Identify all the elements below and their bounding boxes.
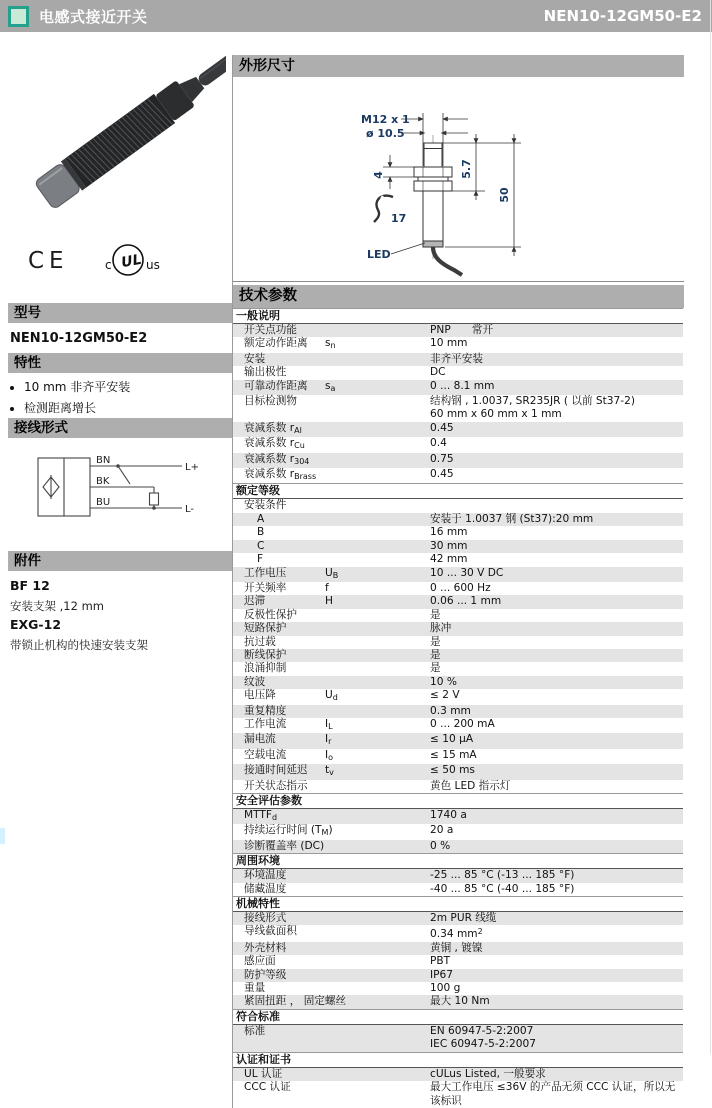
spec-row <box>233 824 683 839</box>
spec-symbol: $t_v$ <box>325 764 334 778</box>
section-header-features: 特性 <box>8 353 232 373</box>
spec-label: 诊断覆盖率 (DC) <box>244 839 325 852</box>
spec-label: 额定动作距离 <box>244 337 308 350</box>
spec-label: 可靠动作距离 <box>244 379 308 392</box>
wire-label-bn: BN <box>96 455 111 466</box>
spec-value: cULus Listed, 一般要求 <box>430 1067 546 1080</box>
spec-row <box>233 869 683 882</box>
spec-value: 0.45 <box>430 421 454 434</box>
culus-mark-icon <box>105 245 160 275</box>
spec-row <box>233 636 683 649</box>
spec-value: 最大 10 Nm <box>430 995 490 1008</box>
spec-value: 10 mm <box>430 337 468 350</box>
wiring-diagram <box>30 446 200 545</box>
page-header <box>0 0 712 32</box>
spec-label: 衰减系数 $r_{Brass}$ <box>244 468 317 482</box>
spec-label: 开关点功能 <box>244 324 297 336</box>
spec-row <box>233 453 683 468</box>
dim-nut-label: 4 <box>372 171 385 179</box>
ce-mark-icon: CE <box>28 248 69 274</box>
spec-section-header: 机械特性 <box>233 896 683 912</box>
spec-value: 0.45 <box>430 468 454 481</box>
spec-value: 30 mm <box>430 539 468 552</box>
section-header-specs: 技术参数 <box>233 285 684 308</box>
spec-value: 0.3 mm <box>430 704 471 717</box>
dim-head-label: 5.7 <box>460 159 473 179</box>
spec-section-header: 符合标准 <box>233 1009 683 1025</box>
spec-label: 重复精度 <box>244 704 287 717</box>
spec-row <box>233 1081 683 1108</box>
wire-label-bu: BU <box>96 497 111 508</box>
spec-row <box>233 324 683 337</box>
spec-value: PNP 常开 <box>430 324 494 336</box>
section-header-connection: 接线形式 <box>8 418 232 438</box>
spec-row <box>233 567 683 582</box>
spec-value: 是 <box>430 662 441 675</box>
spec-label: $MTTF_d$ <box>244 809 278 822</box>
dim-length-label: 50 <box>498 187 511 203</box>
spec-label: 外壳材料 <box>244 941 287 954</box>
spec-row <box>233 676 683 689</box>
spec-value: 脉冲 <box>430 622 452 635</box>
spec-value: -40 ... 85 °C (-40 ... 185 °F) <box>430 882 575 895</box>
section-header-accessories: 附件 <box>8 551 232 571</box>
spec-value: 是 <box>430 648 441 661</box>
spec-value: DC <box>430 366 446 379</box>
spec-row <box>233 749 683 764</box>
spec-value: 0.4 <box>430 437 447 450</box>
spec-row <box>233 513 683 526</box>
spec-row <box>233 1025 683 1052</box>
spec-section-header: 认证和证书 <box>233 1052 683 1068</box>
spec-row <box>233 942 683 955</box>
spec-row <box>233 422 683 437</box>
spec-symbol: $U_B$ <box>325 566 339 580</box>
spec-row <box>233 437 683 452</box>
spec-symbol: $s_n$ <box>325 337 336 351</box>
page-right-border <box>710 0 711 1054</box>
spec-symbol: $I_L$ <box>325 717 333 731</box>
spec-label: 持续运行时间 $(T_M)$ <box>244 824 333 838</box>
svg-text:us: us <box>146 258 160 272</box>
feature-item: • 10 mm 非齐平安装 <box>24 378 130 395</box>
spec-label: 输出极性 <box>244 366 287 379</box>
spec-row <box>233 337 683 352</box>
accessory-name: BF 12 <box>10 578 50 593</box>
spec-row <box>233 649 683 662</box>
spec-value: ≤ 10 μA <box>430 733 474 746</box>
spec-row <box>233 582 683 595</box>
spec-label: 抗过载 <box>244 635 276 648</box>
spec-row <box>233 995 683 1008</box>
dim-thread-label: M12 x 1 <box>361 113 410 126</box>
svg-text:c: c <box>105 258 112 272</box>
spec-label: 工作电压 <box>244 566 287 579</box>
spec-symbol: f <box>325 581 329 594</box>
spec-symbol: $I_o$ <box>325 748 334 762</box>
spec-label: 衰减系数 $r_{Cu}$ <box>244 437 305 451</box>
spec-symbol: $I_r$ <box>325 733 332 747</box>
spec-label: 防护等级 <box>244 968 287 981</box>
spec-label: 断线保护 <box>244 648 287 661</box>
spec-value: 是 <box>430 635 441 648</box>
spec-row <box>233 912 683 925</box>
spec-value: 42 mm <box>430 553 468 566</box>
spec-row <box>233 982 683 995</box>
spec-row <box>233 925 683 941</box>
spec-row <box>233 883 683 896</box>
certification-marks <box>8 236 226 280</box>
spec-value: 10 ... 30 V DC <box>430 566 504 579</box>
spec-label: 储藏温度 <box>244 882 287 895</box>
spec-value: 黄铜 , 镀镍 <box>430 941 483 954</box>
spec-label: 环境温度 <box>244 869 287 882</box>
spec-value: 非齐平安装 <box>430 352 483 365</box>
spec-symbol: $s_a$ <box>325 379 336 393</box>
spec-value: EN 60947-5-2:2007 IEC 60947-5-2:2007 <box>430 1024 536 1051</box>
spec-row <box>233 540 683 553</box>
right-column <box>232 55 684 1108</box>
dim-wrench-label: 17 <box>391 212 407 225</box>
spec-label: 电压降 <box>244 689 276 702</box>
wire-label-bk: BK <box>96 476 110 487</box>
spec-row <box>233 718 683 733</box>
spec-label: 迟滞 <box>244 595 266 608</box>
spec-row <box>233 705 683 718</box>
spec-row <box>233 840 683 853</box>
spec-label: 短路保护 <box>244 622 287 635</box>
brand-icon <box>8 6 29 27</box>
spec-row <box>233 366 683 379</box>
page-edge-artifact <box>0 828 5 844</box>
spec-value: 是 <box>430 608 441 621</box>
spec-label: UL 认证 <box>244 1067 283 1080</box>
spec-section-header: 额定等级 <box>233 483 683 499</box>
spec-value: IP67 <box>430 968 453 981</box>
spec-label: 开关频率 <box>244 581 287 594</box>
spec-value: 16 mm <box>430 526 468 539</box>
spec-value: 0 ... 200 mA <box>430 717 495 730</box>
product-photo <box>8 38 226 236</box>
spec-label: B <box>257 526 265 539</box>
spec-row <box>233 595 683 608</box>
spec-row <box>233 609 683 622</box>
spec-value: PBT <box>430 955 451 968</box>
spec-value: 黄色 LED 指示灯 <box>430 779 511 792</box>
spec-label: 安装 <box>244 352 266 365</box>
spec-value: 100 g <box>430 982 461 995</box>
section-header-model: 型号 <box>8 303 232 323</box>
spec-label: 空载电流 <box>244 748 287 761</box>
spec-label: 反极性保护 <box>244 608 297 621</box>
led-label: LED <box>367 248 391 261</box>
spec-value: 0.75 <box>430 452 454 465</box>
spec-value: ≤ 15 mA <box>430 748 477 761</box>
spec-value: -25 ... 85 °C (-13 ... 185 °F) <box>430 869 575 882</box>
spec-row <box>233 780 683 793</box>
spec-value: ≤ 50 ms <box>430 764 475 777</box>
specs-table <box>233 308 683 1108</box>
spec-section-header: 周围环境 <box>233 853 683 869</box>
spec-label: 漏电流 <box>244 733 276 746</box>
spec-row <box>233 689 683 704</box>
spec-label: 重量 <box>244 982 266 995</box>
spec-label: 接线形式 <box>244 912 287 925</box>
wire-label-lminus: L- <box>185 504 195 515</box>
spec-value: 20 a <box>430 824 454 837</box>
spec-value: 安装于 1.0037 钢 (St37):20 mm <box>430 512 594 525</box>
spec-value: ≤ 2 V <box>430 689 460 702</box>
spec-value: 最大工作电压 ≤36V 的产品无须 CCC 认证，所以无该标识 <box>430 1081 676 1107</box>
spec-row <box>233 622 683 635</box>
spec-row <box>233 380 683 395</box>
accessory-name: EXG-12 <box>10 617 62 632</box>
wire-label-lplus: L+ <box>185 462 199 473</box>
spec-row <box>233 395 683 422</box>
header-model-number: NEN10-12GM50-E2 <box>543 7 702 25</box>
spec-label: 纹波 <box>244 675 266 688</box>
spec-section-header: 安全评估参数 <box>233 793 683 809</box>
accessory-desc: 带锁止机构的快速安装支架 <box>10 638 148 652</box>
dim-diameter-label: ø 10.5 <box>366 127 405 140</box>
spec-label: A <box>257 512 265 525</box>
spec-value: 0 ... 600 Hz <box>430 581 491 594</box>
spec-label: 衰减系数 $r_{Al}$ <box>244 421 302 435</box>
spec-label: C <box>257 539 265 552</box>
spec-label: 感应面 <box>244 955 276 968</box>
spec-label: 衰减系数 $r_{304}$ <box>244 452 310 466</box>
spec-label: F <box>257 553 264 566</box>
spec-row <box>233 468 683 483</box>
spec-row <box>233 969 683 982</box>
model-number: NEN10-12GM50-E2 <box>10 331 148 346</box>
page-title: 电感式接近开关 <box>39 7 148 26</box>
spec-value: 2m PUR 线缆 <box>430 912 497 925</box>
spec-label: 导线截面积 <box>244 925 297 938</box>
spec-label: 浪涌抑制 <box>244 662 287 675</box>
spec-label: 开关状态指示 <box>244 779 308 792</box>
feature-item: • 检测距离增长 <box>24 399 130 416</box>
spec-row <box>233 764 683 779</box>
spec-label: CCC 认证 <box>244 1081 291 1094</box>
spec-section-header: 一般说明 <box>233 308 683 324</box>
spec-row <box>233 662 683 675</box>
svg-text:UL: UL <box>120 251 143 272</box>
spec-value: 10 % <box>430 675 457 688</box>
spec-label: 目标检测物 <box>244 395 297 408</box>
spec-symbol: $U_d$ <box>325 689 338 703</box>
spec-row <box>233 733 683 748</box>
spec-value: 结构钢 , 1.0037, SR235JR ( 以前 St37-2) 60 mm x 60 mm x 1 mm <box>430 395 635 421</box>
spec-value: 1740 a <box>430 809 467 821</box>
spec-row <box>233 526 683 539</box>
spec-label: 接通时间延迟 <box>244 764 308 777</box>
spec-value: 0.06 ... 1 mm <box>430 595 502 608</box>
spec-label: 紧固扭距 ， 固定螺丝 <box>244 995 347 1008</box>
spec-value: 0 % <box>430 839 451 852</box>
spec-value: 0.34 $mm^2$ <box>430 927 483 941</box>
spec-symbol: H <box>325 595 333 608</box>
spec-label: 工作电流 <box>244 717 287 730</box>
spec-value: 0 ... 8.1 mm <box>430 379 495 392</box>
spec-row <box>233 353 683 366</box>
spec-row <box>233 955 683 968</box>
spec-label: 安装条件 <box>244 499 287 512</box>
features-list <box>10 378 130 420</box>
spec-row <box>233 499 683 512</box>
spec-label: 标准 <box>244 1024 266 1037</box>
dimension-drawing <box>233 77 684 282</box>
spec-row <box>233 1068 683 1081</box>
spec-row <box>233 553 683 566</box>
spec-row <box>233 809 683 824</box>
section-header-dimensions: 外形尺寸 <box>233 55 684 77</box>
accessory-desc: 安装支架 ,12 mm <box>10 599 105 613</box>
